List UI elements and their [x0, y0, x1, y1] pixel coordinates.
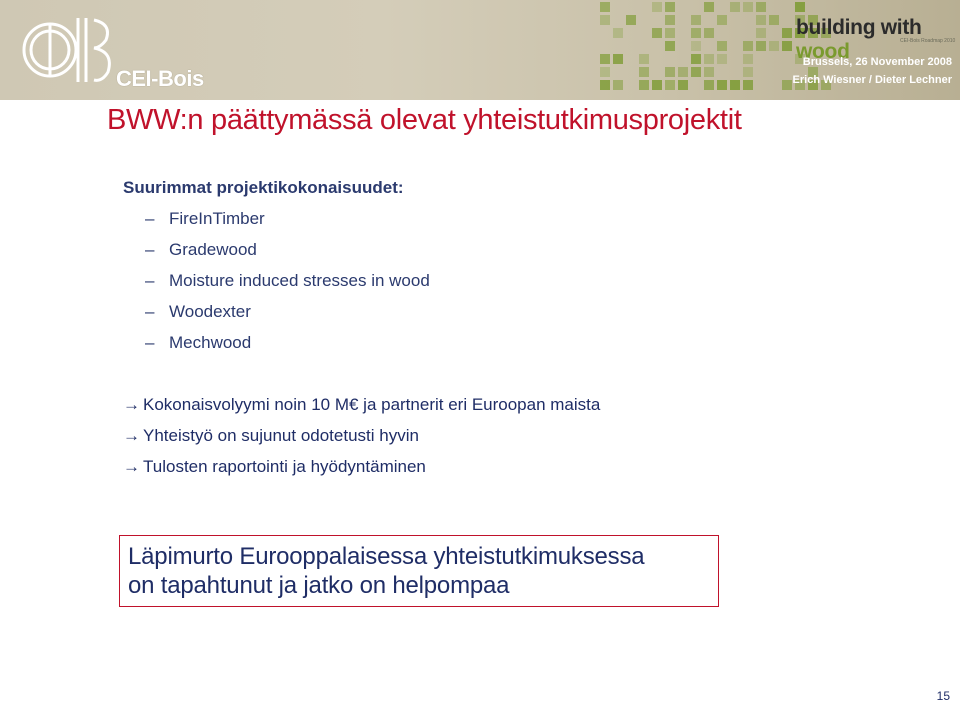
finding-label: Tulosten raportointi ja hyödyntäminen [143, 457, 426, 476]
page-number: 15 [936, 689, 950, 703]
finding-item [123, 395, 600, 415]
summary-box [119, 535, 719, 607]
brand-logo-accent: wood [796, 40, 850, 63]
project-item [145, 271, 430, 291]
project-item [145, 333, 251, 353]
event-authors: Erich Wiesner / Dieter Lechner [792, 74, 952, 86]
finding-label: Kokonaisvolyymi noin 10 M€ ja partnerit eri Euroopan maista [143, 395, 601, 414]
project-item [145, 240, 257, 260]
dash-icon: – [145, 271, 155, 290]
project-item [145, 302, 251, 322]
dash-icon: – [145, 209, 155, 228]
summary-line: on tapahtunut ja jatko on helpompaa [128, 572, 510, 599]
arrow-right-icon: → [123, 426, 140, 445]
brand-logo-text: building with [796, 16, 922, 39]
cei-bois-logo-text: CEI-Bois [116, 66, 204, 91]
project-label: Gradewood [169, 240, 257, 259]
project-label: Moisture induced stresses in wood [169, 271, 430, 290]
dash-icon: – [145, 302, 155, 321]
project-item [145, 209, 265, 229]
slide-title: BWW:n päättymässä olevat yhteistutkimusprojektit [107, 104, 742, 136]
project-label: Mechwood [169, 333, 252, 352]
slide-header [0, 0, 960, 100]
arrow-right-icon: → [123, 395, 140, 414]
finding-item [123, 426, 419, 446]
event-date: Brussels, 26 November 2008 [802, 56, 952, 68]
brand-tagline: CEI-Bois Roadmap 2010 [900, 38, 956, 44]
summary-line: Läpimurto Eurooppalaisessa yhteistutkimuksessa [128, 543, 645, 570]
finding-item [123, 457, 426, 477]
arrow-right-icon: → [123, 457, 140, 476]
eib-logo-icon [20, 10, 116, 90]
section-heading: Suurimmat projektikokonaisuudet: [123, 178, 404, 197]
dash-icon: – [145, 240, 155, 259]
dash-icon: – [145, 333, 155, 352]
finding-label: Yhteistyö on sujunut odotetusti hyvin [143, 426, 419, 445]
project-label: Woodexter [169, 302, 251, 321]
project-label: FireInTimber [169, 209, 265, 228]
